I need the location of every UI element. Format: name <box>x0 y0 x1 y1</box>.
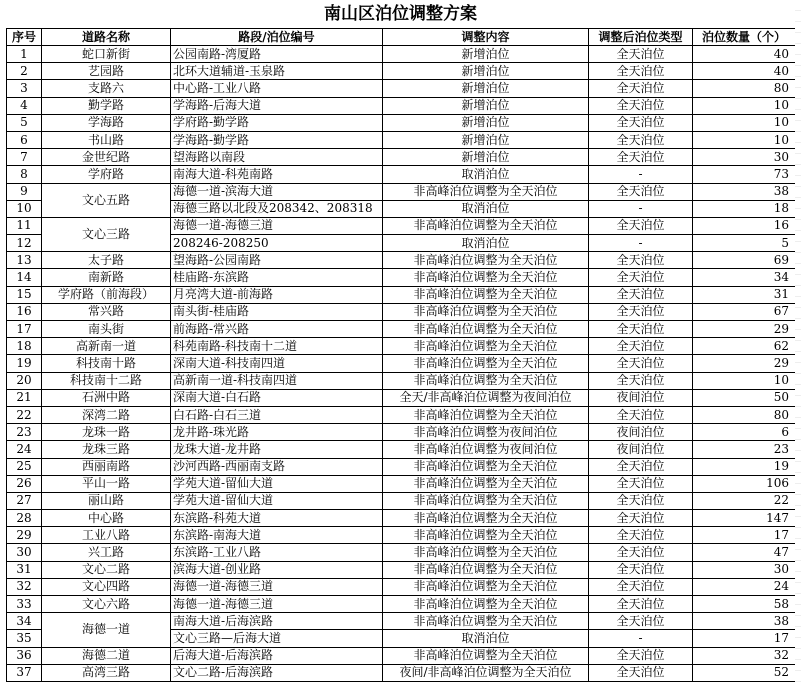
cell-segment: 龙井路-珠光路 <box>171 424 383 441</box>
cell-content: 取消泊位 <box>383 200 589 217</box>
cell-type: 全天泊位 <box>589 561 693 578</box>
cell-no: 23 <box>7 424 42 441</box>
cell-segment: 海德一道-海德三道 <box>171 578 383 595</box>
cell-type: 夜间泊位 <box>589 441 693 458</box>
table-row <box>7 338 796 355</box>
cell-type: 全天泊位 <box>589 372 693 389</box>
cell-content: 非高峰泊位调整为全天泊位 <box>383 458 589 475</box>
cell-count: 47 <box>693 544 796 561</box>
cell-no: 22 <box>7 406 42 423</box>
cell-count: 40 <box>693 63 796 80</box>
parking-adjustment-table <box>6 28 795 682</box>
cell-no: 16 <box>7 303 42 320</box>
cell-count: 38 <box>693 613 796 630</box>
table-row <box>7 286 796 303</box>
cell-road: 高新南一道 <box>42 338 171 355</box>
cell-content: 非高峰泊位调整为全天泊位 <box>383 492 589 509</box>
cell-type: 全天泊位 <box>589 458 693 475</box>
cell-content: 非高峰泊位调整为全天泊位 <box>383 338 589 355</box>
cell-no: 13 <box>7 252 42 269</box>
cell-type: 全天泊位 <box>589 252 693 269</box>
cell-count: 22 <box>693 492 796 509</box>
cell-road: 海德二道 <box>42 647 171 664</box>
cell-type: 全天泊位 <box>589 596 693 613</box>
table-row <box>7 544 796 561</box>
cell-no: 31 <box>7 561 42 578</box>
cell-no: 33 <box>7 596 42 613</box>
cell-count: 50 <box>693 389 796 406</box>
cell-type: 全天泊位 <box>589 338 693 355</box>
cell-no: 34 <box>7 613 42 630</box>
cell-count: 67 <box>693 303 796 320</box>
cell-segment: 海德一道-滨海大道 <box>171 183 383 200</box>
table-header-row <box>7 29 796 46</box>
cell-count: 17 <box>693 527 796 544</box>
cell-no: 19 <box>7 355 42 372</box>
cell-road: 常兴路 <box>42 303 171 320</box>
table-row <box>7 97 796 114</box>
table-row <box>7 406 796 423</box>
cell-road: 学府路（前海段） <box>42 286 171 303</box>
col-header-type: 调整后泊位类型 <box>589 29 693 46</box>
col-header-count: 泊位数量（个） <box>693 29 796 46</box>
cell-road: 太子路 <box>42 252 171 269</box>
col-header-content: 调整内容 <box>383 29 589 46</box>
cell-no: 18 <box>7 338 42 355</box>
table-row <box>7 166 796 183</box>
table-row <box>7 252 796 269</box>
cell-segment: 东滨路-南海大道 <box>171 527 383 544</box>
cell-segment: 南头街-桂庙路 <box>171 303 383 320</box>
cell-segment: 海德一道-海德三道 <box>171 596 383 613</box>
cell-segment: 月亮湾大道-前海路 <box>171 286 383 303</box>
cell-road: 勤学路 <box>42 97 171 114</box>
cell-road: 南新路 <box>42 269 171 286</box>
cell-no: 21 <box>7 389 42 406</box>
cell-road: 文心六路 <box>42 596 171 613</box>
cell-count: 29 <box>693 355 796 372</box>
spreadsheet-edge <box>795 0 801 689</box>
table-row <box>7 510 796 527</box>
cell-count: 32 <box>693 647 796 664</box>
cell-road: 龙珠三路 <box>42 441 171 458</box>
cell-road: 丽山路 <box>42 492 171 509</box>
table-row <box>7 321 796 338</box>
cell-content: 非高峰泊位调整为全天泊位 <box>383 183 589 200</box>
cell-type: 全天泊位 <box>589 664 693 681</box>
cell-count: 10 <box>693 114 796 131</box>
table-row <box>7 475 796 492</box>
col-header-road: 道路名称 <box>42 29 171 46</box>
cell-count: 10 <box>693 372 796 389</box>
cell-type: 全天泊位 <box>589 114 693 131</box>
cell-road: 学府路 <box>42 166 171 183</box>
cell-count: 18 <box>693 200 796 217</box>
table-row <box>7 269 796 286</box>
cell-road: 书山路 <box>42 131 171 148</box>
cell-type: 全天泊位 <box>589 406 693 423</box>
cell-no: 8 <box>7 166 42 183</box>
cell-type: 全天泊位 <box>589 527 693 544</box>
table-row <box>7 149 796 166</box>
cell-road: 海德一道 <box>42 613 171 647</box>
cell-segment: 深南大道-科技南四道 <box>171 355 383 372</box>
cell-segment: 科苑南路-科技南十二道 <box>171 338 383 355</box>
cell-segment: 学府路-勤学路 <box>171 114 383 131</box>
cell-content: 非高峰泊位调整为全天泊位 <box>383 286 589 303</box>
cell-road: 龙珠一路 <box>42 424 171 441</box>
cell-no: 20 <box>7 372 42 389</box>
table-row <box>7 63 796 80</box>
table-row <box>7 561 796 578</box>
table-row <box>7 613 796 630</box>
table-row <box>7 596 796 613</box>
cell-road: 文心二路 <box>42 561 171 578</box>
cell-type: 全天泊位 <box>589 131 693 148</box>
cell-count: 58 <box>693 596 796 613</box>
cell-type: 夜间泊位 <box>589 424 693 441</box>
cell-road: 文心五路 <box>42 183 171 217</box>
cell-no: 5 <box>7 114 42 131</box>
cell-type: 全天泊位 <box>589 269 693 286</box>
cell-type: - <box>589 235 693 252</box>
cell-count: 40 <box>693 46 796 63</box>
cell-segment: 南海大道-科苑南路 <box>171 166 383 183</box>
cell-type: 全天泊位 <box>589 217 693 234</box>
cell-road: 科技南十路 <box>42 355 171 372</box>
cell-count: 10 <box>693 97 796 114</box>
cell-segment: 学苑大道-留仙大道 <box>171 475 383 492</box>
cell-road: 兴工路 <box>42 544 171 561</box>
table-row <box>7 441 796 458</box>
cell-content: 非高峰泊位调整为全天泊位 <box>383 613 589 630</box>
cell-segment: 北环大道辅道-玉泉路 <box>171 63 383 80</box>
cell-content: 非高峰泊位调整为全天泊位 <box>383 372 589 389</box>
cell-count: 31 <box>693 286 796 303</box>
table-row <box>7 46 796 63</box>
cell-segment: 后海大道-后海滨路 <box>171 647 383 664</box>
cell-content: 非高峰泊位调整为全天泊位 <box>383 252 589 269</box>
cell-count: 16 <box>693 217 796 234</box>
cell-count: 38 <box>693 183 796 200</box>
cell-count: 19 <box>693 458 796 475</box>
cell-no: 2 <box>7 63 42 80</box>
cell-content: 夜间/非高峰泊位调整为全天泊位 <box>383 664 589 681</box>
cell-count: 17 <box>693 630 796 647</box>
table-row <box>7 303 796 320</box>
cell-count: 10 <box>693 131 796 148</box>
cell-count: 80 <box>693 80 796 97</box>
cell-content: 非高峰泊位调整为夜间泊位 <box>383 441 589 458</box>
cell-segment: 望海路-公园南路 <box>171 252 383 269</box>
cell-content: 新增泊位 <box>383 97 589 114</box>
cell-no: 27 <box>7 492 42 509</box>
cell-type: 全天泊位 <box>589 303 693 320</box>
cell-count: 30 <box>693 149 796 166</box>
cell-segment: 白石路-白石三道 <box>171 406 383 423</box>
cell-road: 文心三路 <box>42 217 171 251</box>
cell-content: 取消泊位 <box>383 235 589 252</box>
cell-road: 蛇口新街 <box>42 46 171 63</box>
cell-road: 石洲中路 <box>42 389 171 406</box>
cell-content: 非高峰泊位调整为全天泊位 <box>383 217 589 234</box>
cell-segment: 文心二路-后海滨路 <box>171 664 383 681</box>
table-row <box>7 355 796 372</box>
cell-no: 35 <box>7 630 42 647</box>
cell-content: 非高峰泊位调整为全天泊位 <box>383 303 589 320</box>
cell-content: 非高峰泊位调整为全天泊位 <box>383 475 589 492</box>
cell-segment: 沙河西路-西丽南支路 <box>171 458 383 475</box>
cell-type: 全天泊位 <box>589 46 693 63</box>
cell-segment: 208246-208250 <box>171 235 383 252</box>
cell-road: 中心路 <box>42 510 171 527</box>
cell-segment: 南海大道-后海滨路 <box>171 613 383 630</box>
cell-type: 全天泊位 <box>589 80 693 97</box>
cell-segment: 滨海大道-创业路 <box>171 561 383 578</box>
cell-road: 西丽南路 <box>42 458 171 475</box>
cell-no: 29 <box>7 527 42 544</box>
cell-road: 高湾三路 <box>42 664 171 681</box>
cell-road: 科技南十二路 <box>42 372 171 389</box>
cell-type: 全天泊位 <box>589 492 693 509</box>
cell-content: 新增泊位 <box>383 149 589 166</box>
cell-no: 26 <box>7 475 42 492</box>
cell-count: 147 <box>693 510 796 527</box>
cell-road: 支路六 <box>42 80 171 97</box>
cell-content: 非高峰泊位调整为全天泊位 <box>383 596 589 613</box>
cell-count: 24 <box>693 578 796 595</box>
table-row <box>7 183 796 200</box>
cell-no: 7 <box>7 149 42 166</box>
table-row <box>7 458 796 475</box>
cell-segment: 东滨路-工业八路 <box>171 544 383 561</box>
table-row <box>7 647 796 664</box>
cell-no: 28 <box>7 510 42 527</box>
cell-count: 5 <box>693 235 796 252</box>
cell-content: 非高峰泊位调整为全天泊位 <box>383 647 589 664</box>
table-row <box>7 527 796 544</box>
cell-count: 30 <box>693 561 796 578</box>
cell-segment: 龙珠大道-龙井路 <box>171 441 383 458</box>
cell-type: 全天泊位 <box>589 63 693 80</box>
cell-type: 全天泊位 <box>589 613 693 630</box>
table-row <box>7 578 796 595</box>
cell-segment: 前海路-常兴路 <box>171 321 383 338</box>
cell-no: 1 <box>7 46 42 63</box>
cell-content: 取消泊位 <box>383 630 589 647</box>
cell-no: 25 <box>7 458 42 475</box>
cell-segment: 桂庙路-东滨路 <box>171 269 383 286</box>
cell-type: 全天泊位 <box>589 578 693 595</box>
cell-count: 34 <box>693 269 796 286</box>
cell-no: 30 <box>7 544 42 561</box>
table-row <box>7 80 796 97</box>
cell-type: 全天泊位 <box>589 355 693 372</box>
cell-type: 全天泊位 <box>589 183 693 200</box>
cell-road: 深湾二路 <box>42 406 171 423</box>
table-row <box>7 114 796 131</box>
col-header-no: 序号 <box>7 29 42 46</box>
cell-no: 32 <box>7 578 42 595</box>
cell-type: - <box>589 630 693 647</box>
cell-segment: 高新南一道-科技南四道 <box>171 372 383 389</box>
table-row <box>7 664 796 681</box>
cell-segment: 学海路-后海大道 <box>171 97 383 114</box>
cell-segment: 学苑大道-留仙大道 <box>171 492 383 509</box>
cell-content: 非高峰泊位调整为全天泊位 <box>383 527 589 544</box>
cell-no: 3 <box>7 80 42 97</box>
cell-content: 非高峰泊位调整为全天泊位 <box>383 561 589 578</box>
cell-no: 24 <box>7 441 42 458</box>
cell-segment: 东滨路-科苑大道 <box>171 510 383 527</box>
cell-road: 艺园路 <box>42 63 171 80</box>
cell-content: 新增泊位 <box>383 114 589 131</box>
cell-count: 62 <box>693 338 796 355</box>
cell-no: 11 <box>7 217 42 234</box>
cell-no: 17 <box>7 321 42 338</box>
cell-content: 全天/非高峰泊位调整为夜间泊位 <box>383 389 589 406</box>
cell-type: 全天泊位 <box>589 510 693 527</box>
cell-no: 36 <box>7 647 42 664</box>
table-row <box>7 217 796 234</box>
cell-type: 全天泊位 <box>589 321 693 338</box>
cell-no: 15 <box>7 286 42 303</box>
cell-road: 南头街 <box>42 321 171 338</box>
cell-content: 新增泊位 <box>383 46 589 63</box>
cell-type: 全天泊位 <box>589 475 693 492</box>
cell-type: - <box>589 200 693 217</box>
cell-content: 非高峰泊位调整为全天泊位 <box>383 544 589 561</box>
cell-count: 73 <box>693 166 796 183</box>
cell-type: 全天泊位 <box>589 647 693 664</box>
page-title: 南山区泊位调整方案 <box>324 4 477 24</box>
cell-count: 52 <box>693 664 796 681</box>
cell-segment: 文心三路—后海大道 <box>171 630 383 647</box>
cell-count: 6 <box>693 424 796 441</box>
cell-no: 14 <box>7 269 42 286</box>
cell-no: 12 <box>7 235 42 252</box>
cell-type: 夜间泊位 <box>589 389 693 406</box>
cell-content: 取消泊位 <box>383 166 589 183</box>
cell-content: 非高峰泊位调整为全天泊位 <box>383 578 589 595</box>
cell-count: 29 <box>693 321 796 338</box>
cell-no: 9 <box>7 183 42 200</box>
cell-content: 非高峰泊位调整为全天泊位 <box>383 269 589 286</box>
table-row <box>7 389 796 406</box>
table <box>6 28 796 682</box>
cell-content: 新增泊位 <box>383 63 589 80</box>
cell-count: 69 <box>693 252 796 269</box>
cell-segment: 深南大道-白石路 <box>171 389 383 406</box>
cell-type: 全天泊位 <box>589 149 693 166</box>
cell-no: 6 <box>7 131 42 148</box>
cell-type: - <box>589 166 693 183</box>
cell-segment: 中心路-工业八路 <box>171 80 383 97</box>
cell-content: 非高峰泊位调整为全天泊位 <box>383 510 589 527</box>
cell-no: 10 <box>7 200 42 217</box>
cell-road: 文心四路 <box>42 578 171 595</box>
cell-segment: 公园南路-湾厦路 <box>171 46 383 63</box>
cell-no: 37 <box>7 664 42 681</box>
cell-road: 金世纪路 <box>42 149 171 166</box>
cell-content: 新增泊位 <box>383 131 589 148</box>
table-row <box>7 492 796 509</box>
cell-content: 非高峰泊位调整为全天泊位 <box>383 406 589 423</box>
cell-content: 非高峰泊位调整为全天泊位 <box>383 355 589 372</box>
table-row <box>7 424 796 441</box>
cell-segment: 学海路-勤学路 <box>171 131 383 148</box>
cell-count: 80 <box>693 406 796 423</box>
cell-segment: 望海路以南段 <box>171 149 383 166</box>
cell-content: 新增泊位 <box>383 80 589 97</box>
table-row <box>7 131 796 148</box>
col-header-segment: 路段/泊位编号 <box>171 29 383 46</box>
cell-segment: 海德三路以北段及208342、208318 <box>171 200 383 217</box>
cell-segment: 海德一道-海德三道 <box>171 217 383 234</box>
cell-road: 工业八路 <box>42 527 171 544</box>
cell-type: 全天泊位 <box>589 97 693 114</box>
table-row <box>7 372 796 389</box>
cell-road: 学海路 <box>42 114 171 131</box>
cell-count: 23 <box>693 441 796 458</box>
cell-type: 全天泊位 <box>589 544 693 561</box>
cell-content: 非高峰泊位调整为夜间泊位 <box>383 424 589 441</box>
cell-road: 平山一路 <box>42 475 171 492</box>
cell-content: 非高峰泊位调整为全天泊位 <box>383 321 589 338</box>
cell-type: 全天泊位 <box>589 286 693 303</box>
cell-count: 106 <box>693 475 796 492</box>
cell-no: 4 <box>7 97 42 114</box>
